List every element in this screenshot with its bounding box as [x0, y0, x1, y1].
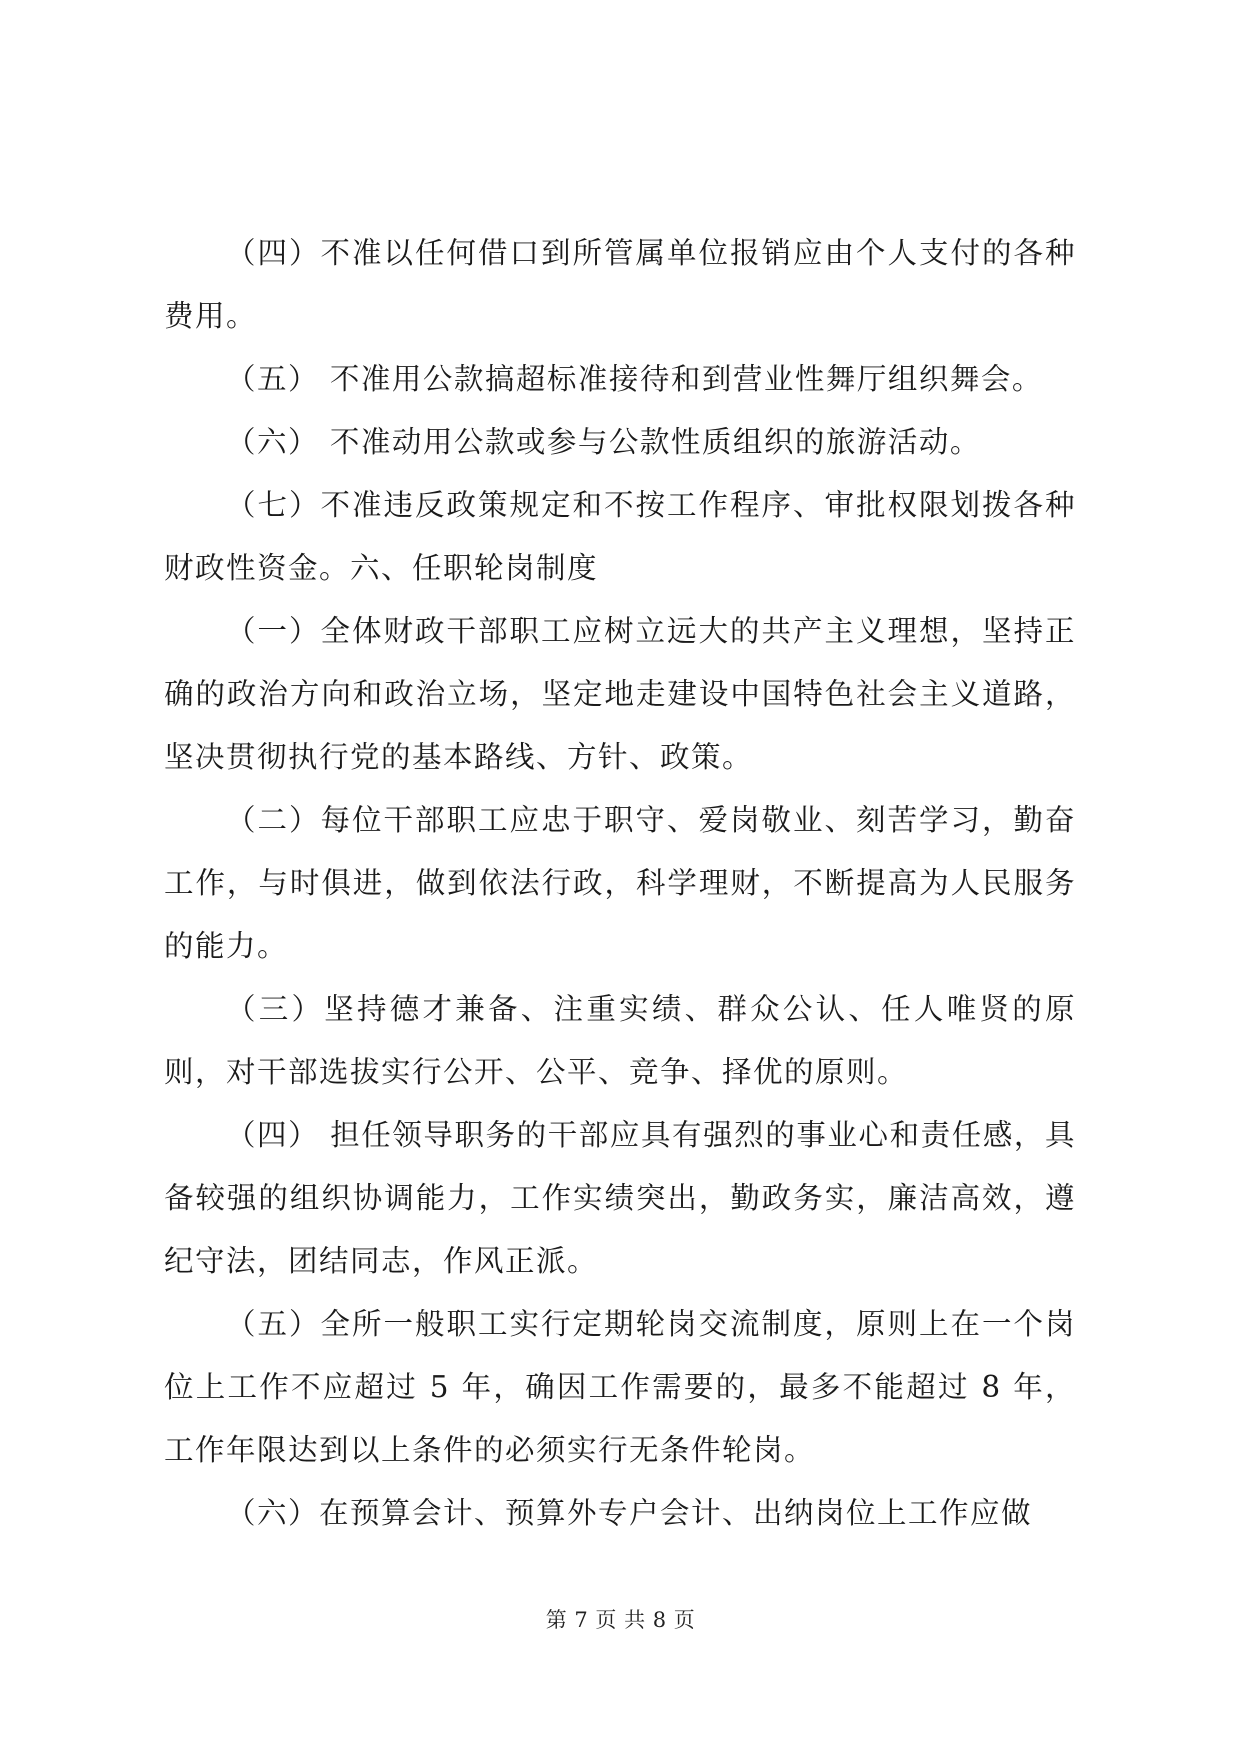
paragraph-3-selection-principle: （三）坚持德才兼备、注重实绩、群众公认、任人唯贤的原则，对干部选拔实行公开、公平、竞争、择优的原则。	[164, 992, 1076, 1089]
paragraph-6-accounting-posts: （六）在预算会计、预算外专户会计、出纳岗位上工作应做	[225, 1496, 1032, 1530]
paragraph-1-ideals: （一）全体财政干部职工应树立远大的共产主义理想，坚持正确的政治方向和政治立场，坚定地走建设中国特色社会主义道路，坚决贯彻执行党的基本路线、方针、政策。	[164, 614, 1076, 774]
paragraph-4-leadership: （四） 担任领导职务的干部应具有强烈的事业心和责任感，具备较强的组织协调能力，工作实绩突出，勤政务实，廉洁高效，遵纪守法，团结同志，作风正派。	[164, 1118, 1076, 1278]
paragraph-6-tourism-activity: （六） 不准动用公款或参与公款性质组织的旅游活动。	[225, 425, 981, 459]
document-body	[164, 222, 1076, 1545]
paragraph-4-expense-reimbursement: （四）不准以任何借口到所管属单位报销应由个人支付的各种费用。	[164, 236, 1076, 333]
page-number-footer: 第 7 页 共 8 页	[545, 1608, 696, 1632]
paragraph-7-fund-allocation: （七）不准违反政策规定和不按工作程序、审批权限划拨各种财政性资金。六、任职轮岗制度	[164, 488, 1076, 585]
paragraph-2-duties: （二）每位干部职工应忠于职守、爱岗敬业、刻苦学习，勤奋工作，与时俱进，做到依法行政，科学理财，不断提高为人民服务的能力。	[164, 803, 1076, 963]
paragraph-5-reception-standard: （五） 不准用公款搞超标准接待和到营业性舞厅组织舞会。	[225, 362, 1043, 396]
paragraph-5-rotation: （五）全所一般职工实行定期轮岗交流制度，原则上在一个岗位上工作不应超过 5 年，确因工作需要的，最多不能超过 8 年，工作年限达到以上条件的必须实行无条件轮岗。	[164, 1307, 1076, 1467]
